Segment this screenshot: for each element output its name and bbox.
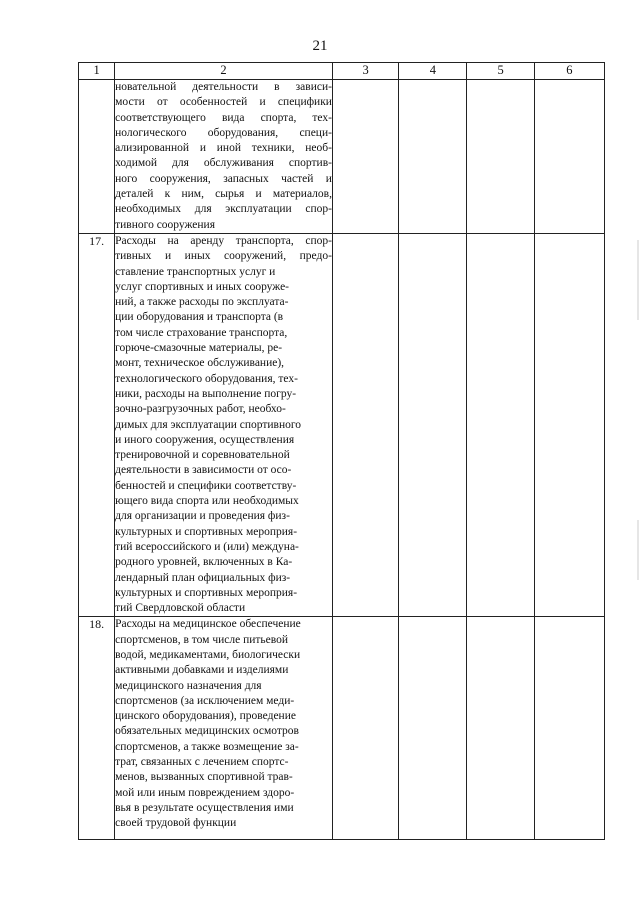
description-line: спортсменов (за исключением меди- bbox=[115, 694, 295, 707]
row-number bbox=[79, 80, 115, 234]
description-line: ходимой для обслуживания спортив- bbox=[115, 157, 332, 170]
description-line: ники, расходы на выполнение погру- bbox=[115, 387, 297, 400]
cell-col-5 bbox=[467, 80, 534, 234]
description-line: димых для эксплуатации спортивного bbox=[115, 418, 302, 431]
scan-artifact bbox=[637, 240, 639, 320]
description-line: тий Свердловской области bbox=[115, 602, 246, 615]
header-col-1: 1 bbox=[79, 63, 115, 80]
description-line: соответствующего вида спорта, тех- bbox=[115, 111, 332, 124]
description-line: тивных и иных сооружений, предо- bbox=[115, 250, 332, 263]
description-line: Расходы на медицинское обеспечение bbox=[115, 618, 301, 631]
cell-col-4 bbox=[399, 233, 467, 616]
cell-col-3 bbox=[332, 617, 398, 840]
description-line: спортсменов, в том числе питьевой bbox=[115, 633, 289, 646]
description-line: мости от особенностей и специфики bbox=[115, 96, 332, 109]
description-line: ний, а также расходы по эксплуата- bbox=[115, 296, 289, 309]
row-description bbox=[115, 617, 333, 840]
description-line: тивного сооружения bbox=[115, 218, 215, 231]
description-line: цинского оборудования), проведение bbox=[115, 710, 296, 723]
header-col-2: 2 bbox=[115, 63, 333, 80]
description-line: трат, связанных с лечением спортс- bbox=[115, 756, 289, 769]
header-col-4: 4 bbox=[399, 63, 467, 80]
description-line: активными добавками и изделиями bbox=[115, 664, 289, 677]
description-line: Расходы на аренду транспорта, спор- bbox=[115, 234, 332, 247]
expense-table bbox=[78, 62, 605, 840]
row-description bbox=[115, 80, 333, 234]
description-line: том числе страхование транспорта, bbox=[115, 326, 288, 339]
page-number: 21 bbox=[312, 38, 328, 54]
header-col-3: 3 bbox=[332, 63, 398, 80]
description-line: лендарный план официальных физ- bbox=[115, 571, 291, 584]
description-line: для организации и проведения физ- bbox=[115, 510, 290, 523]
description-line: ции оборудования и транспорта (в bbox=[115, 311, 284, 324]
description-line: обязательных медицинских осмотров bbox=[115, 725, 299, 738]
description-line: родного уровней, включенных в Ка- bbox=[115, 556, 293, 569]
description-line: тренировочной и соревновательной bbox=[115, 449, 290, 462]
description-line: ющего вида спорта или необходимых bbox=[115, 495, 299, 508]
description-line: мой или иным повреждением здоро- bbox=[115, 786, 295, 799]
table-header-row bbox=[79, 63, 605, 80]
description-line: ставление транспортных услуг и bbox=[115, 265, 276, 278]
description-line: тий всероссийского и (или) междуна- bbox=[115, 540, 299, 553]
cell-col-6 bbox=[534, 617, 604, 840]
table-row bbox=[79, 80, 605, 234]
description-line: необходимых для эксплуатации спор- bbox=[115, 203, 332, 216]
table-row bbox=[79, 233, 605, 616]
cell-col-6 bbox=[534, 233, 604, 616]
cell-col-4 bbox=[399, 80, 467, 234]
cell-col-6 bbox=[534, 80, 604, 234]
row-description bbox=[115, 233, 333, 616]
description-line: ного сооружения, запасных частей и bbox=[115, 172, 332, 185]
description-line: новательной деятельности в зависи- bbox=[115, 81, 332, 93]
description-line: своей трудовой функции bbox=[115, 817, 237, 830]
description-line: горюче-смазочные материалы, ре- bbox=[115, 342, 283, 355]
header-col-5: 5 bbox=[467, 63, 534, 80]
description-line: зочно-разгрузочных работ, необхо- bbox=[115, 403, 286, 416]
description-line: спортсменов, а также возмещение за- bbox=[115, 740, 299, 753]
cell-col-3 bbox=[332, 233, 398, 616]
description-line: бенностей и специфики соответству- bbox=[115, 479, 297, 492]
row-number: 17. bbox=[79, 233, 115, 616]
description-line: и иного сооружения, осуществления bbox=[115, 433, 295, 446]
description-line: услуг спортивных и иных сооруже- bbox=[115, 280, 290, 293]
description-line: культурных и спортивных мероприя- bbox=[115, 586, 298, 599]
cell-col-5 bbox=[467, 233, 534, 616]
description-line: вья в результате осуществления ими bbox=[115, 801, 294, 814]
header-col-6: 6 bbox=[534, 63, 604, 80]
description-line: водой, медикаментами, биологически bbox=[115, 648, 301, 661]
description-line: монт, техническое обслуживание), bbox=[115, 357, 285, 370]
description-line: деталей к ним, сырья и материалов, bbox=[115, 188, 332, 201]
cell-col-4 bbox=[399, 617, 467, 840]
table-row bbox=[79, 617, 605, 840]
description-line: менов, вызванных спортивной трав- bbox=[115, 771, 293, 784]
row-number: 18. bbox=[79, 617, 115, 840]
scan-artifact bbox=[637, 520, 639, 580]
description-line: культурных и спортивных мероприя- bbox=[115, 525, 298, 538]
description-line: ализированной и иной техники, необ- bbox=[115, 142, 332, 155]
description-line: медицинского назначения для bbox=[115, 679, 262, 692]
cell-col-5 bbox=[467, 617, 534, 840]
cell-col-3 bbox=[332, 80, 398, 234]
description-line: технологического оборудования, тех- bbox=[115, 372, 298, 385]
description-line: нологического оборудования, специ- bbox=[115, 126, 332, 139]
description-line: деятельности в зависимости от осо- bbox=[115, 464, 292, 477]
